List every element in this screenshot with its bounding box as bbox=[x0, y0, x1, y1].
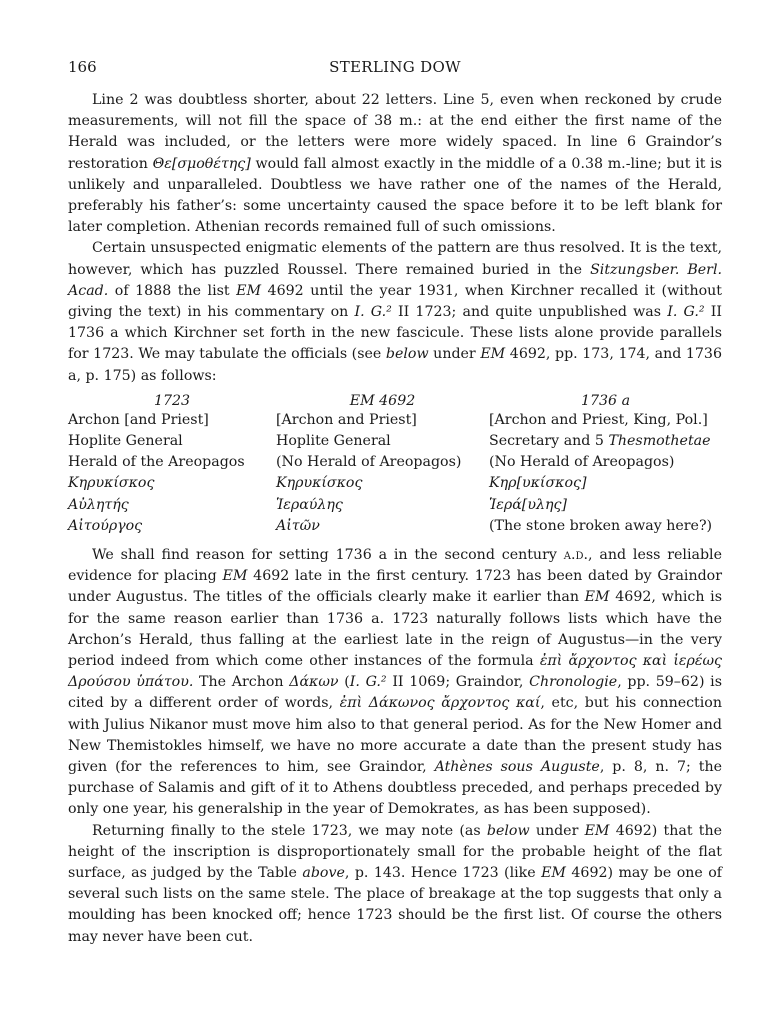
paragraph-2: Certain unsuspected enigmatic elements of the pattern are thus resolved. It is the text, however, which has puzzled Roussel. There remained buried in the Sitzungsber. Berl. Acad. of 1888 the list EM 4692 until the year 1931, when Kirchner recalled it (without giving the text) in his commentary on I. G.² II 1723; and quite unpublished was I. G.² II 1736 a which Kirchner set forth in the new fascicule. These lists alone provide parallels for 1723. We may tabulate the officials (see below under EM 4692, pp. 173, 174, and 1736 a, p. 175) as follows: bbox=[68, 240, 722, 384]
paragraph-3: We shall find reason for setting 1736 a in the second century a.d., and less reliable evidence for placing EM 4692 late in the first century. 1723 has been dated by Graindor under Augustus. The titles of the officials clearly make it earlier than EM 4692, which is for the same reason earlier than 1736 a. 1723 naturally follows lists which have the Archon’s Herald, thus falling at the earliest late in the reign of Augustus—in the very period indeed from which come other instances of the formula ἐπὶ ἄρχοντος καὶ ἱερέως Δρούσου ὑπάτου. The Archon Δάκων (I. G.² II 1069; Graindor, Chronologie, pp. 59–62) is cited by a different order of words, ἐπὶ Δάκωνος ἄρχοντος καί, etc, but his connection with Julius Nikanor must move him also to that general period. As for the New Homer and New Themistokles himself, we have no more accurate a date than the present study has given (for the references to him, see Graindor, Athènes sous Auguste, p. 8, n. 7; the purchase of Salamis and gift of it to Athens doubtless preceded, and perhaps preceded by only one year, his generalship in the year of Demokrates, as has been supposed). bbox=[68, 546, 722, 818]
table-cell: (No Herald of Areopagos) bbox=[489, 454, 675, 471]
table-row bbox=[68, 518, 722, 539]
table-cell: Αἰτῶν bbox=[276, 517, 320, 534]
table-cell: [Archon and Priest] bbox=[276, 411, 417, 428]
table-cell: Ἱεραύλης bbox=[276, 496, 343, 513]
table-cell: Αἰτούργος bbox=[68, 517, 143, 534]
page-number: 166 bbox=[68, 58, 97, 76]
table-row bbox=[68, 412, 722, 433]
paragraph-4: Returning finally to the stele 1723, we may note (as below under EM 4692) that the height of the inscription is disproportionately small for the probable height of the flat surface, as judged by the Table above, p. 143. Hence 1723 (like EM 4692) may be one of several such lists on the same stele. The place of breakage at the top suggests that only a moulding has been knocked off; hence 1723 should be the first list. Of course the others may never have been cut. bbox=[68, 822, 723, 945]
table-cell: Κηρ[υκίσκος] bbox=[489, 475, 587, 492]
table-cell: Archon [and Priest] bbox=[68, 411, 209, 428]
officials-table bbox=[68, 391, 722, 539]
table-cell: Secretary and 5 Thesmothetae bbox=[489, 433, 711, 450]
page bbox=[68, 58, 722, 948]
column-header: 1736 a bbox=[580, 393, 631, 410]
table-cell: Hoplite General bbox=[68, 433, 183, 450]
table-row bbox=[68, 475, 722, 496]
table-cell: Hoplite General bbox=[276, 433, 391, 450]
table-cell: Ἱερά[υλης] bbox=[489, 496, 567, 513]
column-header: 1723 bbox=[153, 393, 191, 410]
table-row bbox=[68, 433, 722, 454]
table-cell: Αὐλητής bbox=[68, 496, 129, 513]
running-head: STERLING DOW bbox=[329, 58, 461, 76]
paragraph-1: Line 2 was doubtless shorter, about 22 letters. Line 5, even when reckoned by crude measurements, will not fill the space of 38 m.: at the end either the first name of the Herald was included, or the letters were more widely spaced. In line 6 Graindor’s restoration Θε[σμοθέτης] would fall almost exactly in the middle of a 0.38 m.-line; but it is unlikely and unparalleled. Doubtless we have rather one of the names of the Herald, preferably his father’s: some uncertainty caused the space before it to be left blank for later completion. Athenian records remained full of such omissions. bbox=[68, 92, 722, 236]
table-cell: [Archon and Priest, King, Pol.] bbox=[489, 411, 708, 428]
table-cell: Κηρυκίσκος bbox=[276, 475, 363, 492]
table-row bbox=[68, 497, 722, 518]
table-cell: (The stone broken away here?) bbox=[489, 517, 713, 534]
table-row bbox=[68, 454, 722, 475]
table-header-row bbox=[68, 391, 722, 412]
table-cell: (No Herald of Areopagos) bbox=[276, 454, 462, 471]
column-header: EM 4692 bbox=[349, 393, 416, 410]
table-cell: Herald of the Areopagos bbox=[68, 454, 245, 471]
table-cell: Κηρυκίσκος bbox=[68, 475, 155, 492]
page-header bbox=[68, 58, 722, 84]
